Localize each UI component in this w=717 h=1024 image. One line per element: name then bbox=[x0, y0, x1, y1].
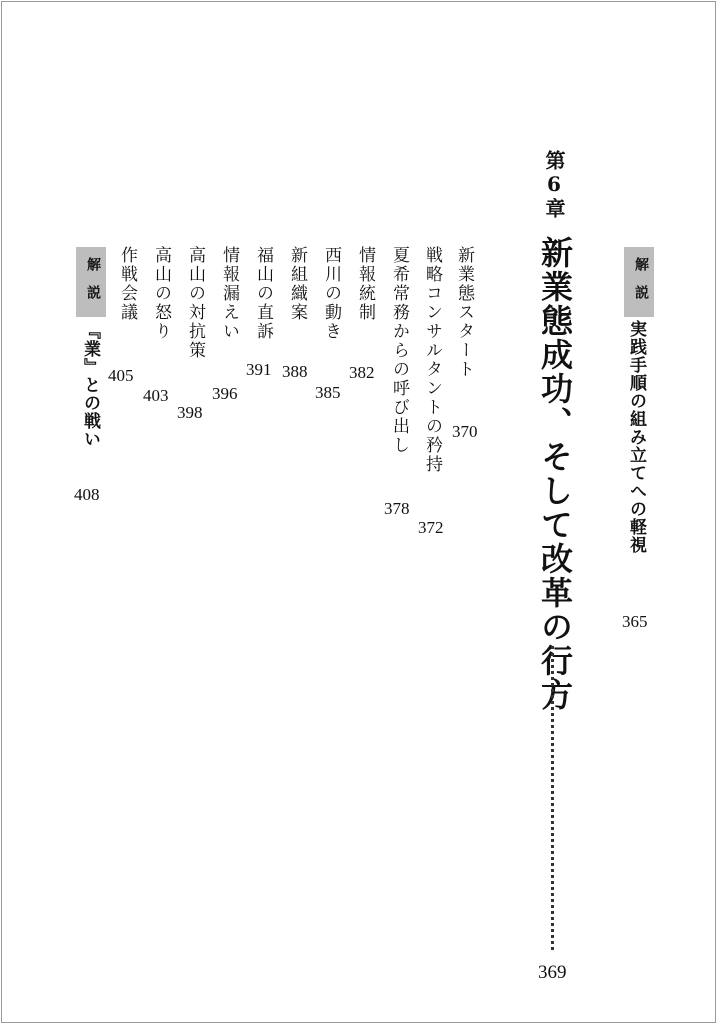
chapter-label: 第6章 bbox=[542, 150, 566, 220]
chapter-title[interactable]: 新業態成功、そして改革の行方 bbox=[536, 236, 574, 712]
section-page-number: 391 bbox=[246, 360, 272, 379]
page-number-kaisetsu-top: 365 bbox=[622, 612, 648, 631]
kaisetsu-badge-top: 解説 bbox=[624, 247, 654, 317]
kaisetsu-badge-bottom: 解説 bbox=[76, 247, 106, 317]
section-page-number: 378 bbox=[384, 499, 410, 518]
section-title[interactable]: 福山の直訴 bbox=[253, 246, 273, 341]
section-title[interactable]: 新組織案 bbox=[287, 246, 307, 322]
section-page-number: 396 bbox=[212, 384, 238, 403]
section-title[interactable]: 情報統制 bbox=[355, 246, 375, 322]
section-page-number: 403 bbox=[143, 386, 169, 405]
section-page-number: 388 bbox=[282, 362, 308, 381]
chapter-leader-dots bbox=[551, 646, 554, 950]
section-title[interactable]: 情報漏えい bbox=[219, 246, 239, 341]
section-title[interactable]: 夏希常務からの呼び出し bbox=[389, 246, 409, 455]
section-title[interactable]: 新業態スタート bbox=[454, 246, 474, 379]
kaisetsu-title-bottom[interactable]: 『業』との戦い bbox=[80, 322, 100, 448]
section-page-number: 382 bbox=[349, 363, 375, 382]
section-title[interactable]: 高山の怒り bbox=[151, 246, 171, 341]
section-page-number: 385 bbox=[315, 383, 341, 402]
section-title[interactable]: 西川の動き bbox=[321, 246, 341, 341]
section-title[interactable]: 高山の対抗策 bbox=[185, 246, 205, 360]
page-number-kaisetsu-bottom: 408 bbox=[74, 485, 100, 504]
page-border bbox=[1, 1, 716, 1023]
section-page-number: 372 bbox=[418, 518, 444, 537]
section-page-number: 398 bbox=[177, 403, 203, 422]
kaisetsu-title-top[interactable]: 実践手順の組み立てへの軽視 bbox=[626, 320, 646, 554]
section-page-number: 370 bbox=[452, 422, 478, 441]
section-page-number: 405 bbox=[108, 366, 134, 385]
section-title[interactable]: 作戦会議 bbox=[117, 246, 137, 322]
section-title[interactable]: 戦略コンサルタントの矜持 bbox=[422, 246, 442, 474]
chapter-page-number: 369 bbox=[538, 962, 567, 983]
